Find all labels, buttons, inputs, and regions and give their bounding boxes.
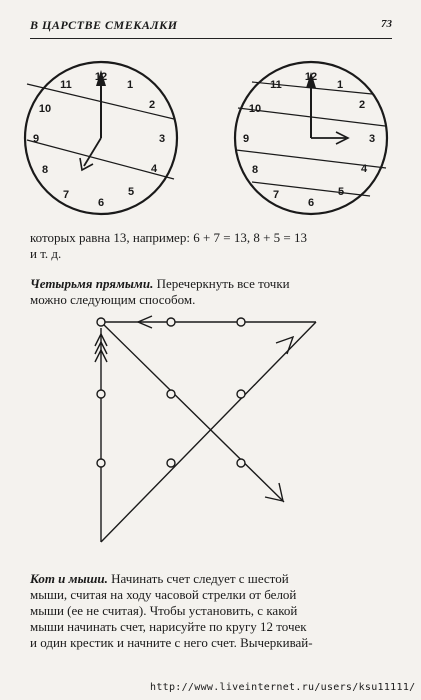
clock-number: 12 bbox=[304, 71, 318, 83]
text-line: и один крестик и начните с него счет. Вычеркивай- bbox=[30, 635, 313, 650]
dot bbox=[97, 459, 105, 467]
clock-number: 7 bbox=[272, 189, 280, 201]
text-line: мыши начинать счет, нарисуйте по кругу 12 точек bbox=[30, 619, 307, 634]
text-line bbox=[30, 276, 392, 292]
text-run: Начинать счет следует с шестой bbox=[107, 571, 289, 586]
dot bbox=[167, 318, 175, 326]
paragraph-equations bbox=[30, 230, 392, 262]
clock-number: 4 bbox=[360, 163, 368, 175]
clock-number: 6 bbox=[307, 197, 315, 209]
dot bbox=[97, 318, 105, 326]
running-title: В ЦАРСТВЕ СМЕКАЛКИ bbox=[30, 18, 178, 32]
clock-number: 1 bbox=[126, 79, 134, 91]
text-line: можно следующим способом. bbox=[30, 292, 196, 307]
clock-left bbox=[25, 62, 177, 214]
clock-number: 4 bbox=[150, 163, 158, 175]
clock-divider-line bbox=[252, 182, 370, 196]
path-line-diagonal-up bbox=[101, 322, 316, 542]
dot bbox=[237, 390, 245, 398]
clock-number: 11 bbox=[60, 79, 72, 91]
path-line-diagonal-down bbox=[101, 322, 284, 502]
clock-number: 6 bbox=[97, 197, 105, 209]
watermark-url: http://www.liveinternet.ru/users/ksu11111/ bbox=[150, 682, 416, 693]
clock-number: 3 bbox=[158, 133, 166, 145]
hour-hand-tip bbox=[80, 158, 93, 170]
clock-number: 5 bbox=[127, 186, 135, 198]
paragraph-four-lines bbox=[30, 276, 392, 308]
section-heading: Четырьмя прямыми. bbox=[30, 276, 154, 291]
text-line: которых равна 13, например: 6 + 7 = 13, 8 + 5 = 13 bbox=[30, 230, 308, 245]
clock-number: 8 bbox=[41, 164, 49, 176]
clock-right bbox=[235, 62, 387, 214]
clock-number: 11 bbox=[270, 79, 282, 91]
clock-number: 8 bbox=[251, 164, 259, 176]
clock-number: 9 bbox=[242, 133, 250, 145]
arrow-upright-icon bbox=[276, 337, 293, 354]
clock-number: 5 bbox=[337, 186, 345, 198]
clock-number: 2 bbox=[148, 99, 156, 111]
text-line: и т. д. bbox=[30, 246, 62, 261]
dot bbox=[237, 459, 245, 467]
page-number: 73 bbox=[381, 18, 392, 30]
dot bbox=[97, 390, 105, 398]
dot bbox=[237, 318, 245, 326]
dot bbox=[167, 390, 175, 398]
text-line: мыши (ее не считая). Чтобы установить, с какой bbox=[30, 603, 298, 618]
hour-hand bbox=[84, 138, 101, 166]
clock-number: 2 bbox=[358, 99, 366, 111]
clock-number: 7 bbox=[62, 189, 70, 201]
clock-number: 10 bbox=[248, 103, 262, 115]
text-line: мыши, считая на ходу часовой стрелки от белой bbox=[30, 587, 297, 602]
text-line bbox=[30, 571, 392, 587]
section-heading: Кот и мыши. bbox=[30, 571, 108, 586]
clock-number: 10 bbox=[38, 103, 52, 115]
dot bbox=[167, 459, 175, 467]
text-run: Перечеркнуть все точки bbox=[153, 276, 290, 291]
clock-number: 3 bbox=[368, 133, 376, 145]
clock-number: 9 bbox=[32, 133, 40, 145]
clock-number: 12 bbox=[94, 71, 108, 83]
four-lines-diagram bbox=[95, 316, 316, 542]
paragraph-cat-and-mice bbox=[30, 571, 392, 651]
clock-number: 1 bbox=[336, 79, 344, 91]
